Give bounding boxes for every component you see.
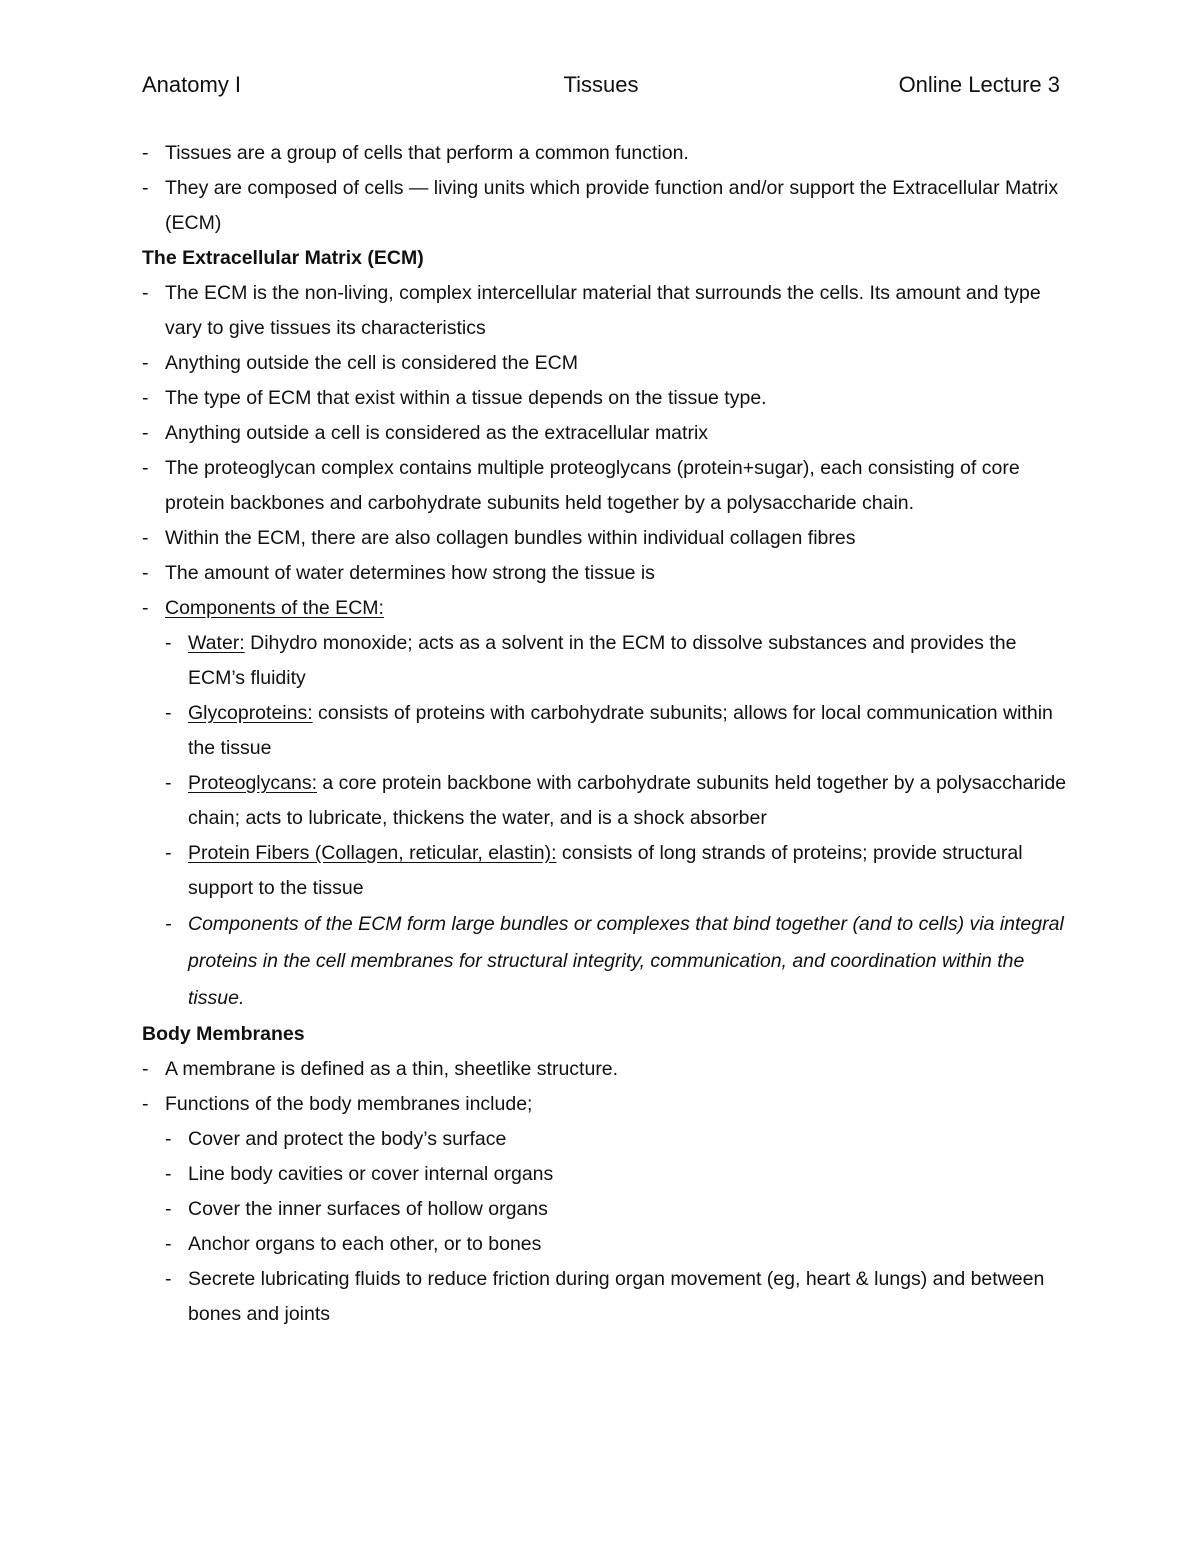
bullet-dash: - xyxy=(142,597,149,619)
section-heading-membranes: Body Membranes xyxy=(142,1023,305,1045)
list-item: - Glycoproteins: consists of proteins with carbohydrate subunits; allows for local communication within the tissue xyxy=(165,696,1072,766)
list-item: - Proteoglycans: a core protein backbone with carbohydrate subunits held together by a polysaccharide chain; acts to lubricate, thickens the water, and is a shock absorber xyxy=(165,766,1072,836)
bullet-dash: - xyxy=(165,1163,172,1185)
bullet-dash: - xyxy=(165,1198,172,1220)
bullet-dash: - xyxy=(142,352,149,374)
list-item: - Functions of the body membranes include; - Cover and protect the body’s surface - Line body cavities or cover internal organs - Cover the inner surfaces of hollow organs - Anchor organs to each other, or to bones - Secrete lubricating fluids to reduce friction during organ movement (eg, heart & lungs) and between bones and joints xyxy=(142,1087,1072,1332)
bullet-dash: - xyxy=(142,422,149,444)
list-item-note xyxy=(165,906,1072,1017)
membranes-list xyxy=(142,1052,1072,1332)
list-item: - The amount of water determines how strong the tissue is xyxy=(142,556,1072,591)
bullet-dash: - xyxy=(142,282,149,304)
bullet-dash: - xyxy=(142,177,149,199)
bullet-dash: - xyxy=(165,1268,172,1290)
bullet-dash: - xyxy=(165,913,172,935)
page-header xyxy=(142,70,1060,100)
bullet-dash: - xyxy=(165,702,172,724)
list-item: - Within the ECM, there are also collagen bundles within individual collagen fibres xyxy=(142,521,1072,556)
bullet-dash: - xyxy=(165,842,172,864)
functions-list xyxy=(165,1122,1072,1332)
list-item: - The type of ECM that exist within a tissue depends on the tissue type. xyxy=(142,381,1072,416)
components-note: Components of the ECM form large bundles or complexes that bind together (and to cells) via integral proteins in the cell membranes for structural integrity, communication, and coordination within the tissue. xyxy=(188,913,1064,1009)
list-item: - Water: Dihydro monoxide; acts as a solvent in the ECM to dissolve substances and provides the ECM’s fluidity xyxy=(165,626,1072,696)
components-label: Components of the ECM: xyxy=(165,597,384,619)
list-item: - Anchor organs to each other, or to bones xyxy=(165,1227,1072,1262)
list-item: - The ECM is the non-living, complex intercellular material that surrounds the cells. Its amount and type vary to give tissues its characteristics xyxy=(142,276,1072,346)
list-item: - The proteoglycan complex contains multiple proteoglycans (protein+sugar), each consisting of core protein backbones and carbohydrate subunits held together by a polysaccharide chain. xyxy=(142,451,1072,521)
document-body xyxy=(142,136,1072,1332)
header-topic: Tissues xyxy=(563,72,639,97)
header-lecture: Online Lecture 3 xyxy=(898,72,1060,97)
bullet-dash: - xyxy=(142,457,149,479)
list-item: - Anything outside a cell is considered as the extracellular matrix xyxy=(142,416,1072,451)
component-term: Water: xyxy=(188,632,245,654)
list-item: - Anything outside the cell is considered the ECM xyxy=(142,346,1072,381)
list-item: - Line body cavities or cover internal organs xyxy=(165,1157,1072,1192)
bullet-dash: - xyxy=(165,1233,172,1255)
bullet-dash: - xyxy=(165,632,172,654)
section-heading-ecm: The Extracellular Matrix (ECM) xyxy=(142,247,424,269)
bullet-dash: - xyxy=(165,1128,172,1150)
bullet-dash: - xyxy=(142,387,149,409)
components-list xyxy=(165,626,1072,1017)
list-item-components xyxy=(142,591,1072,1017)
component-term: Glycoproteins: xyxy=(188,702,313,724)
bullet-dash: - xyxy=(142,1093,149,1115)
bullet-dash: - xyxy=(142,1058,149,1080)
list-item: - Cover the inner surfaces of hollow organs xyxy=(165,1192,1072,1227)
list-item: - Tissues are a group of cells that perform a common function. xyxy=(142,136,1072,171)
bullet-dash: - xyxy=(142,562,149,584)
component-term: Proteoglycans: xyxy=(188,772,317,794)
component-term: Protein Fibers (Collagen, reticular, elastin): xyxy=(188,842,557,864)
intro-list xyxy=(142,136,1072,241)
bullet-dash: - xyxy=(142,142,149,164)
header-course: Anatomy I xyxy=(142,72,242,97)
bullet-dash: - xyxy=(142,527,149,549)
list-item: - Secrete lubricating fluids to reduce friction during organ movement (eg, heart & lungs) and between bones and joints xyxy=(165,1262,1072,1332)
list-item: - A membrane is defined as a thin, sheetlike structure. xyxy=(142,1052,1072,1087)
bullet-dash: - xyxy=(165,772,172,794)
list-item: - Cover and protect the body’s surface xyxy=(165,1122,1072,1157)
list-item: - Protein Fibers (Collagen, reticular, elastin): consists of long strands of proteins; provide structural support to the tissue xyxy=(165,836,1072,906)
ecm-list xyxy=(142,276,1072,1017)
list-item: - They are composed of cells — living units which provide function and/or support the Extracellular Matrix (ECM) xyxy=(142,171,1072,241)
